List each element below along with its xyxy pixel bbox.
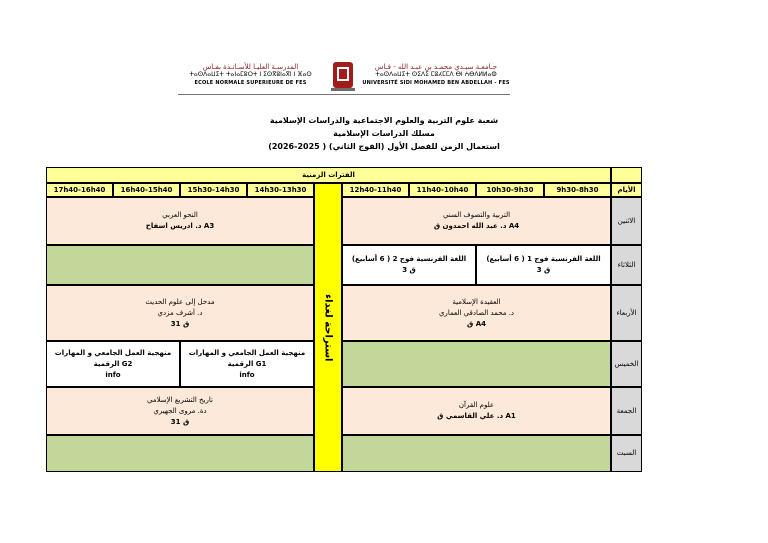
slot-header: 11h40-10h40 [409, 183, 476, 197]
course-room: ق 31 [170, 417, 190, 426]
session-thursday-group2 [46, 341, 180, 387]
course-teacher: دة. مروى الجهيري [153, 406, 207, 415]
school-name [178, 63, 323, 87]
course-teacher: د. محمد الصادقي العماري [438, 308, 515, 317]
session-tuesday-french-group2 [342, 245, 476, 285]
lunch-break-column [314, 183, 342, 472]
slot-header: 12h40-11h40 [342, 183, 409, 197]
university-name-latin: UNIVERSITÉ SIDI MOHAMED BEN ABDELLAH - FES [362, 80, 510, 86]
course-title: مدخل إلى علوم الحديث [145, 297, 215, 306]
document-titles [0, 114, 768, 153]
empty-tuesday-afternoon [46, 245, 314, 285]
course-details: د. علي القاسمي ق A1 [437, 412, 516, 420]
slot-header: 10h30-9h30 [476, 183, 544, 197]
course-title: منهجية العمل الجامعي و المهارات الرقمية G2 [54, 348, 172, 368]
course-title: النحو العربي [162, 211, 198, 219]
course-title: التربية والتصوف السني [442, 211, 511, 219]
days-header: الأيام [611, 183, 642, 197]
header-divider [178, 94, 510, 95]
course-title: اللغة الفرنسية فوج 2 ( 6 أسابيع) [351, 255, 467, 263]
session-friday-afternoon [46, 387, 314, 435]
school-name-latin: ECOLE NORMALE SUPERIEURE DE FES [194, 80, 307, 86]
institution-header [178, 58, 510, 98]
course-details: د. عبد الله احمدون ق A4 [433, 222, 520, 230]
session-wednesday-afternoon [46, 285, 314, 341]
slot-header: 14h30-13h30 [247, 183, 314, 197]
course-room: ق 31 [170, 319, 190, 328]
course-title: العقيدة الإسلامية [452, 297, 501, 306]
course-details: د. ادريس اسفاح A3 [145, 222, 215, 230]
slots-header: الفترات الزمنية [46, 167, 611, 183]
slots-header-corner [611, 167, 642, 183]
course-room: ق A4 [467, 319, 486, 328]
day-friday: الجمعة [611, 387, 642, 435]
slot-header: 9h30-8h30 [544, 183, 611, 197]
day-wednesday: الأربعاء [611, 285, 642, 341]
school-name-tifinagh: ⵜⴰⵙⴷⴰⵡⵉⵜ ⵜⴰⵏⴰⵎⵓⵔⵜ ⵏ ⵉⵙⴳⵓⵏⴰⴳⵏ ⵏ ⴼⴰⵙ [189, 71, 312, 78]
lunch-break-label: استراحة لغداء [322, 293, 334, 362]
department-title: شعبة علوم التربية والعلوم الاجتماعية والدراسات الإسلامية [269, 116, 499, 125]
school-name-arabic: المدرسـة العليـا للأسـاتـذة بفـاس [202, 63, 299, 71]
day-saturday: السبت [611, 435, 642, 472]
empty-thursday-morning [342, 341, 611, 387]
course-title: علوم القرآن [458, 401, 495, 409]
empty-saturday-afternoon [46, 435, 314, 472]
day-tuesday: الثلاثاء [611, 245, 642, 285]
day-thursday: الخميس [611, 341, 642, 387]
empty-saturday-morning [342, 435, 611, 472]
course-teacher: د. أشرف مزدي [157, 308, 203, 317]
day-monday: الاثنين [611, 197, 642, 245]
university-name-arabic: جـامعـة سيـدي محمـد بن عبـد الله - فـاس [374, 63, 498, 71]
course-title: منهجية العمل الجامعي و المهارات الرقمية G1 [188, 348, 306, 368]
course-title: اللغة الفرنسية فوج 1 ( 6 أسابيع) [486, 255, 601, 263]
session-wednesday-morning [342, 285, 611, 341]
university-logo-icon [328, 58, 358, 94]
course-room: ق 3 [536, 266, 551, 274]
session-friday-morning [342, 387, 611, 435]
course-room: ق 3 [402, 266, 416, 274]
session-tuesday-french-group1 [476, 245, 611, 285]
university-name [362, 63, 510, 87]
course-title: تاريخ التشريع الإسلامي [147, 395, 213, 404]
schedule-title: استعمال الزمن للفصل الأول (الفوج الثاني) ( 2025-2026) [268, 142, 500, 151]
session-monday-afternoon [46, 197, 314, 245]
session-monday-morning [342, 197, 611, 245]
program-title: مسلك الدراسات الإسلامية [333, 129, 435, 138]
course-room: info [105, 370, 121, 379]
course-room: info [239, 370, 255, 379]
session-thursday-group1 [180, 341, 314, 387]
slot-header: 17h40-16h40 [46, 183, 113, 197]
university-name-tifinagh: ⵜⴰⵙⴷⴰⵡⵉⵜ ⵙⵉⴷⵉ ⵎⵓⵃⵎⵎⴷ ⴱⵏ ⵄⴱⴷⵍⵍⴰⵀ [375, 71, 497, 78]
slot-header: 15h30-14h30 [180, 183, 247, 197]
slot-header: 16h40-15h40 [113, 183, 180, 197]
